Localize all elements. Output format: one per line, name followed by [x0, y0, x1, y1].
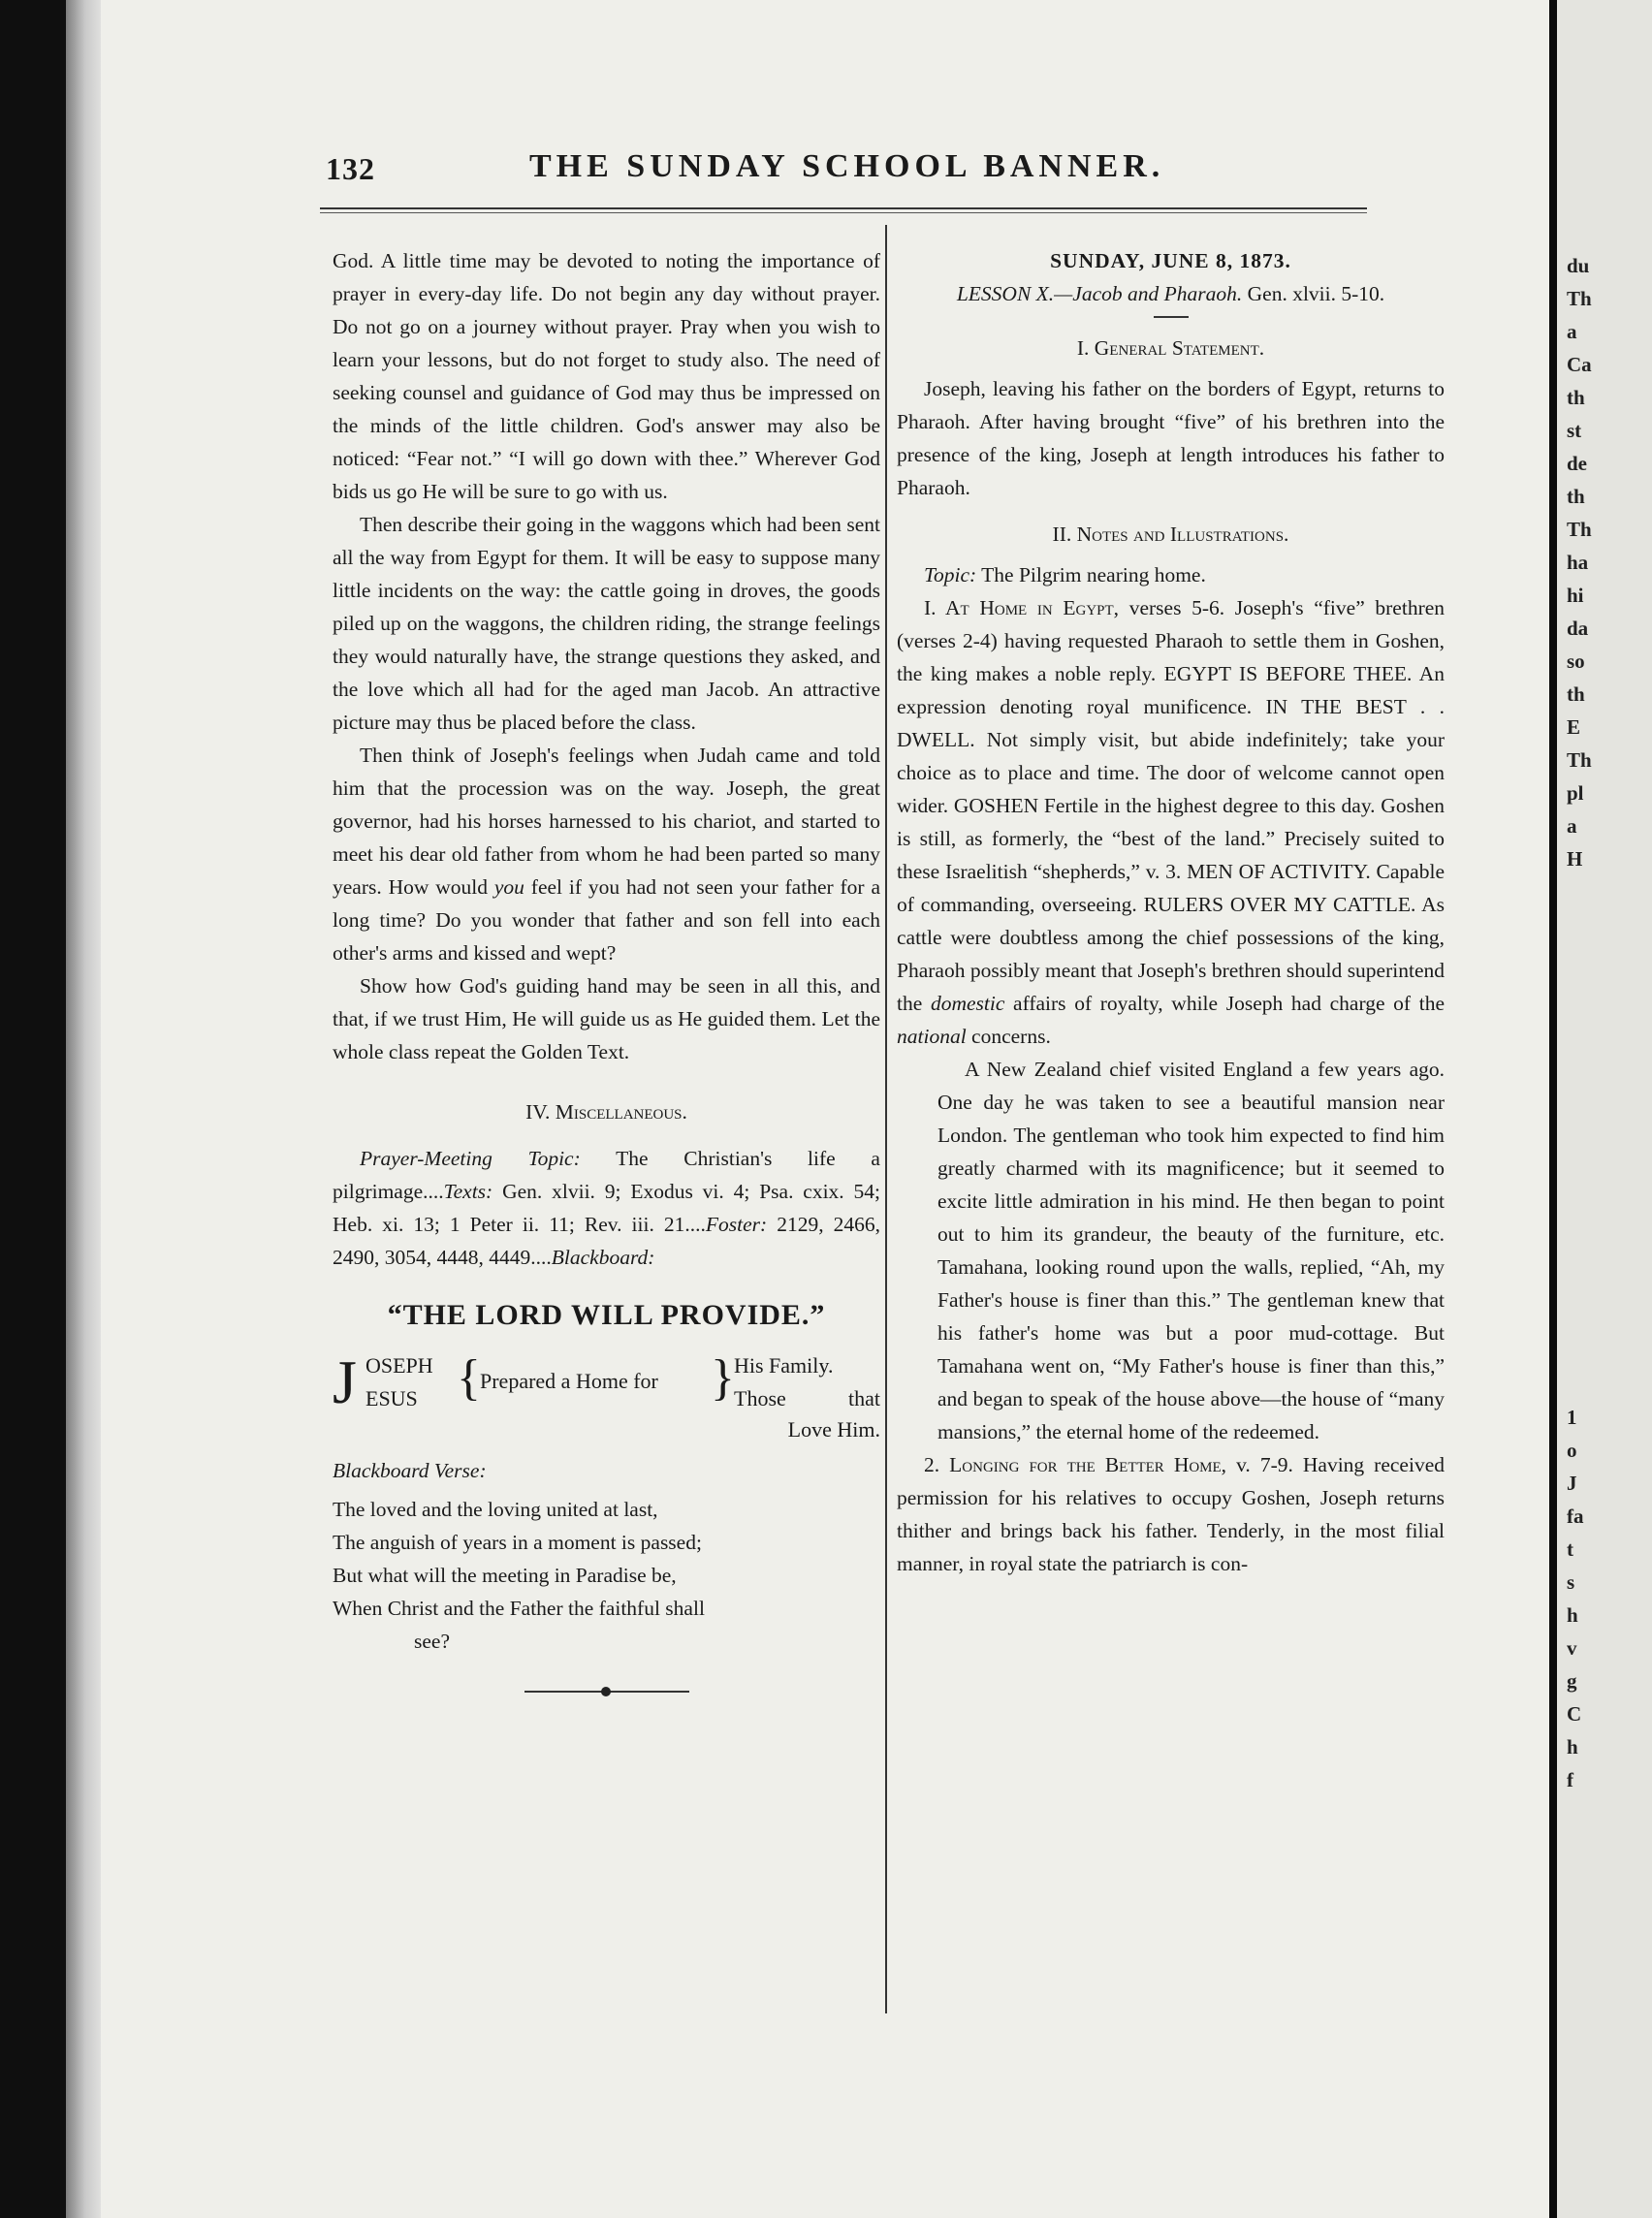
- next-page-fragment: Th: [1567, 748, 1592, 772]
- paragraph: Joseph, leaving his father on the borders of Egypt, returns to Pharaoh. After having brought “five” of his brethren into the presence of the king, Joseph at length introduces his father to Pharaoh.: [897, 377, 1445, 499]
- blackboard-diagram: [333, 1344, 880, 1444]
- verse-line: When Christ and the Father the faithful shall: [333, 1597, 705, 1620]
- lesson-title: LESSON X.—Jacob and Pharaoh. Gen. xlvii. 5-10.: [956, 282, 1385, 305]
- next-page-fragment: fa: [1567, 1505, 1584, 1528]
- next-page-fragment: E: [1567, 715, 1581, 739]
- book-gutter: [66, 0, 101, 2218]
- verse-label: Blackboard Verse:: [333, 1459, 487, 1482]
- brace-icon: }: [711, 1350, 735, 1406]
- blackboard-right-2: Those that: [734, 1386, 880, 1410]
- next-page-fragment: a: [1567, 320, 1577, 343]
- next-page-fragment: h: [1567, 1603, 1578, 1627]
- next-page-fragment: hi: [1567, 584, 1584, 607]
- end-ornament-rule: [524, 1691, 689, 1693]
- next-page-fragment: 1: [1567, 1406, 1577, 1429]
- blackboard-title: “THE LORD WILL PROVIDE.”: [387, 1299, 826, 1331]
- blackboard-middle: Prepared a Home for: [480, 1369, 658, 1393]
- paragraph: Then describe their going in the waggons which had been sent all the way from Egypt for them. It will be easy to suppose many little incidents on the way: the cattle going in droves, the goods piled up on the waggons, the children riding, the strange feelings they would naturally have, the strange questions they asked, and the love which all had for the aged man Jacob. An attractive picture may thus be placed before the class.: [333, 513, 880, 734]
- next-page-fragment: a: [1567, 814, 1577, 838]
- next-page-fragment: th: [1567, 682, 1585, 706]
- blackboard-word-joseph: OSEPH: [365, 1353, 433, 1378]
- next-page-fragment: st: [1567, 419, 1582, 442]
- section-heading: II. Notes and Illustrations.: [1052, 523, 1289, 546]
- page-fold: [1549, 0, 1557, 2218]
- next-page-fragment: h: [1567, 1735, 1578, 1759]
- blackboard-right-3: Love Him.: [787, 1417, 880, 1442]
- brace-icon: {: [457, 1350, 481, 1406]
- next-page-fragment: Ca: [1567, 353, 1592, 376]
- paragraph: God. A little time may be devoted to noting the importance of prayer in every-day life. Do not begin any day without prayer. Do not go on a journey without prayer. Pray when you wish to learn your lessons, but do not forget to study also. The need of seeking counsel and guidance of God may thus be impressed on the minds of the little children. God's answer may also be noticed: “Fear not.” “I will go down with thee.” Wherever God bids us go He will be sure to go with us.: [333, 249, 880, 503]
- left-column: [333, 244, 880, 1693]
- blackboard-initial: J: [333, 1347, 357, 1416]
- next-page-fragment: s: [1567, 1570, 1575, 1594]
- next-page-fragment: t: [1567, 1537, 1573, 1561]
- lesson-date: SUNDAY, JUNE 8, 1873.: [1050, 249, 1291, 272]
- page-number: 132: [326, 151, 375, 186]
- running-head: THE SUNDAY SCHOOL BANNER.: [529, 148, 1165, 184]
- next-page-fragment: C: [1567, 1702, 1582, 1726]
- verse-line: The loved and the loving united at last,: [333, 1498, 658, 1521]
- next-page-fragment: f: [1567, 1768, 1573, 1791]
- next-page-fragment: th: [1567, 485, 1585, 508]
- paragraph: Show how God's guiding hand may be seen in all this, and that, if we trust Him, He will guide us as He guided them. Let the whole class repeat the Golden Text.: [333, 974, 880, 1063]
- note-item: I. At Home in Egypt, verses 5-6. Joseph's “five” brethren (verses 2-4) having requested Pharaoh to settle them in Goshen, the king makes a noble reply. EGYPT IS BEFORE THEE. An expression denoting royal munificence. IN THE BEST . . DWELL. Not simply visit, but abide indefinitely; take your choice as to place and time. The door of welcome cannot open wider. GOSHEN Fertile in the highest degree to this day. Goshen is still, as formerly, the “best of the land.” Precisely suited to these Israelitish “shepherds,” v. 3. MEN OF ACTIVITY. Capable of commanding, overseeing. RULERS OVER MY CATTLE. As cattle were doubtless among the chief possessions of the king, Pharaoh possibly meant that Joseph's brethren should superintend the domestic affairs of royalty, while Joseph had charge of the national concerns.: [897, 596, 1446, 1048]
- next-page-fragment: de: [1567, 452, 1587, 475]
- section-heading: I. General Statement.: [1076, 336, 1265, 360]
- next-page-fragment: Th: [1567, 518, 1592, 541]
- blackboard-verse: [333, 1493, 880, 1658]
- next-page-fragment: J: [1567, 1472, 1577, 1495]
- next-page-fragment: H: [1567, 847, 1583, 871]
- next-page-fragment: so: [1567, 650, 1585, 673]
- paragraph: A New Zealand chief visited England a few years ago. One day he was taken to see a beautiful mansion near London. The gentleman who took him expected to find him greatly charmed with its magnificence; but it seemed to excite little admiration in his mind. He then began to point out to him its grandeur, the beauty of the furniture, etc. Tamahana, looking round upon the walls, replied, “Ah, my Father's house is finer than this.” The gentleman knew that his father's home was but a poor mud-cottage. But Tamahana went on, “My Father's house is finer than this,” and began to speak of the house above—the house of “many mansions,” the eternal home of the redeemed.: [937, 1058, 1445, 1443]
- next-page-fragment: v: [1567, 1636, 1577, 1660]
- verse-line: The anguish of years in a moment is passed;: [333, 1531, 702, 1554]
- prayer-meeting-topic: Prayer-Meeting Topic: The Christian's life a pilgrimage....Texts: Gen. xlvii. 9; Exodus vi. 4; Psa. cxix. 54; Heb. xi. 13; 1 Peter ii. 11; Rev. iii. 21....Foster: 2129, 2466, 2490, 3054, 4448, 4449....Blackboard:: [333, 1147, 880, 1269]
- blackboard-word-jesus: ESUS: [365, 1386, 418, 1410]
- ornament-dot-icon: [601, 1687, 611, 1696]
- illustration-story: [897, 1053, 1445, 1448]
- next-page-fragment: th: [1567, 386, 1585, 409]
- note-item: 2. Longing for the Better Home, v. 7-9. Having received permission for his relatives to occupy Goshen, Joseph returns thither and brings back his father. Tenderly, in the most filial manner, in royal state the patriarch is con-: [897, 1453, 1445, 1575]
- next-page-edge: [1557, 0, 1652, 2218]
- short-rule: [1154, 316, 1189, 318]
- verse-line: But what will the meeting in Paradise be,: [333, 1564, 677, 1587]
- column-divider: [885, 225, 887, 2013]
- header-rule: [320, 207, 1367, 213]
- verse-line: see?: [414, 1630, 450, 1653]
- section-heading: IV. Miscellaneous.: [525, 1100, 687, 1124]
- right-column: [897, 244, 1445, 1580]
- next-page-fragment: pl: [1567, 781, 1584, 805]
- scan-background-left: [0, 0, 66, 2218]
- blackboard-right-1: His Family.: [734, 1353, 834, 1378]
- paragraph: Then think of Joseph's feelings when Judah came and told him that the procession was on the way. Joseph, the great governor, had his horses harnessed to his chariot, and started to meet his dear old father from whom he had been parted so many years. How would you feel if you had not seen your father for a long time? Do you wonder that father and son fell into each other's arms and kissed and wept?: [333, 744, 880, 965]
- next-page-fragment: Th: [1567, 287, 1592, 310]
- next-page-fragment: da: [1567, 617, 1589, 640]
- topic-line: Topic: The Pilgrim nearing home.: [924, 563, 1206, 586]
- next-page-fragment: ha: [1567, 551, 1589, 574]
- next-page-fragment: o: [1567, 1439, 1577, 1462]
- next-page-fragment: du: [1567, 254, 1590, 277]
- next-page-fragment: g: [1567, 1669, 1577, 1693]
